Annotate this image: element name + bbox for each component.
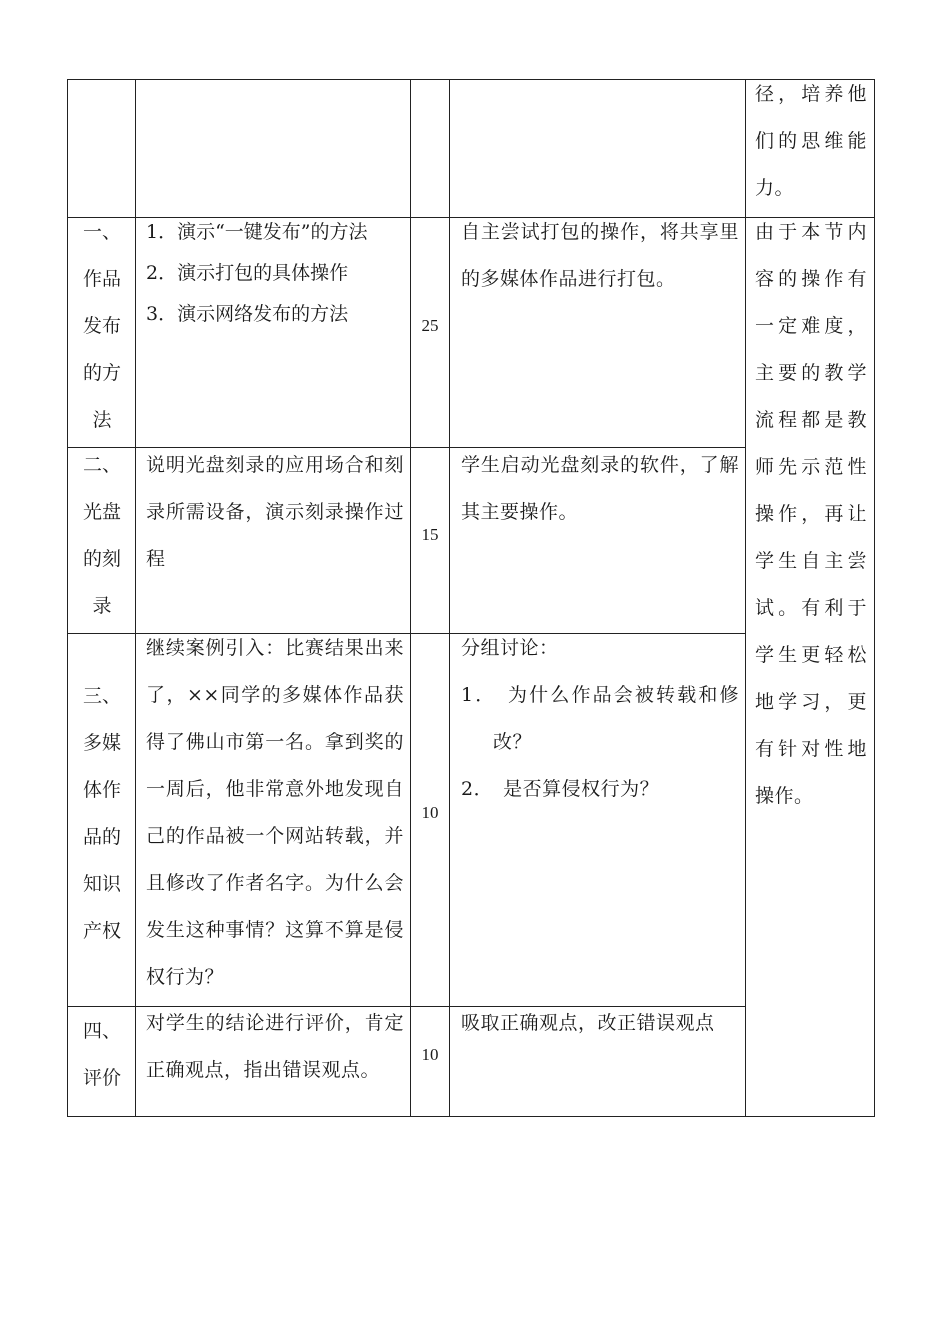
teacher-item-1-3: 3．演示网络发布的方法: [146, 303, 349, 325]
student-activity-2: 学生启动光盘刻录的软件，了解其主要操作。: [461, 454, 739, 523]
stage-cell-3: [79, 673, 125, 955]
time-value-2: 15: [421, 525, 439, 544]
teacher-activity-4: 对学生的结论进行评价，肯定正确观点，指出错误观点。: [146, 1012, 404, 1081]
student-activity-cell-2: [461, 442, 739, 536]
time-cell-4: [411, 1045, 449, 1065]
stage-label-4: 四、评价: [82, 1020, 121, 1089]
teacher-activity-cell-3: [146, 625, 404, 1001]
note-main-text: 由于本节内容的操作有一定难度，主要的教学流程都是教师先示范性操作，再让学生自主尝试。有利于学生更轻松地学习，更有针对性地操作。: [755, 221, 867, 807]
column-divider-1: [135, 79, 136, 1117]
student-activity-cell-3: [461, 625, 739, 813]
stage-cell-4: [79, 1008, 125, 1102]
table-border-bottom: [67, 1116, 875, 1117]
teacher-activity-3: 继续案例引入：比赛结果出来了，××同学的多媒体作品获得了佛山市第一名。拿到奖的一周后，他非常意外地发现自己的作品被一个网站转载，并且修改了作者名字。为什么会发生这种事情？这算不算是侵权行为？: [146, 637, 404, 988]
student-discussion-item-2: 2． 是否算侵权行为？: [461, 778, 660, 800]
teacher-activity-2: 说明光盘刻录的应用场合和刻录所需设备，演示刻录操作过程: [146, 454, 404, 570]
time-value-1: 25: [421, 316, 439, 335]
stage-label-2: 二、光盘的刻录: [82, 454, 121, 617]
column-divider-4: [745, 79, 746, 1117]
student-activity-1: 自主尝试打包的操作，将共享里的多媒体作品进行打包。: [461, 221, 739, 290]
teacher-activity-cell-4: [146, 1000, 404, 1094]
student-activity-cell-4: [461, 1000, 739, 1047]
table-border-right: [874, 79, 875, 1117]
stage-cell-2: [79, 442, 125, 630]
note-cell-main: [755, 209, 867, 820]
table-border-top: [67, 79, 875, 80]
teacher-activity-cell-2: [146, 442, 404, 583]
teacher-item-1-1: 1．演示“一键发布”的方法: [146, 221, 368, 243]
teacher-item-1-2: 2．演示打包的具体操作: [146, 262, 349, 284]
student-discussion-item-1: 1． 为什么作品会被转载和修改？: [461, 684, 739, 753]
time-value-3: 10: [421, 803, 439, 822]
table-border-left: [67, 79, 68, 1117]
stage-label-3: 三、多媒体作品的知识产权: [82, 685, 121, 942]
stage-cell-1: [79, 209, 125, 444]
time-cell-2: [411, 525, 449, 545]
student-activity-4: 吸取正确观点，改正错误观点: [461, 1012, 715, 1034]
teacher-activity-cell-1: [146, 212, 404, 335]
note-cell-continued: [755, 71, 867, 212]
time-cell-1: [411, 316, 449, 336]
student-discussion-heading: 分组讨论：: [461, 637, 559, 659]
column-divider-3: [449, 79, 450, 1117]
stage-label-1: 一、作品发布的方法: [82, 221, 121, 431]
column-divider-2: [410, 79, 411, 1117]
time-cell-3: [411, 803, 449, 823]
student-activity-cell-1: [461, 209, 739, 303]
note-continued-text: 径，培养他们的思维能力。: [755, 83, 867, 199]
time-value-4: 10: [421, 1045, 439, 1064]
